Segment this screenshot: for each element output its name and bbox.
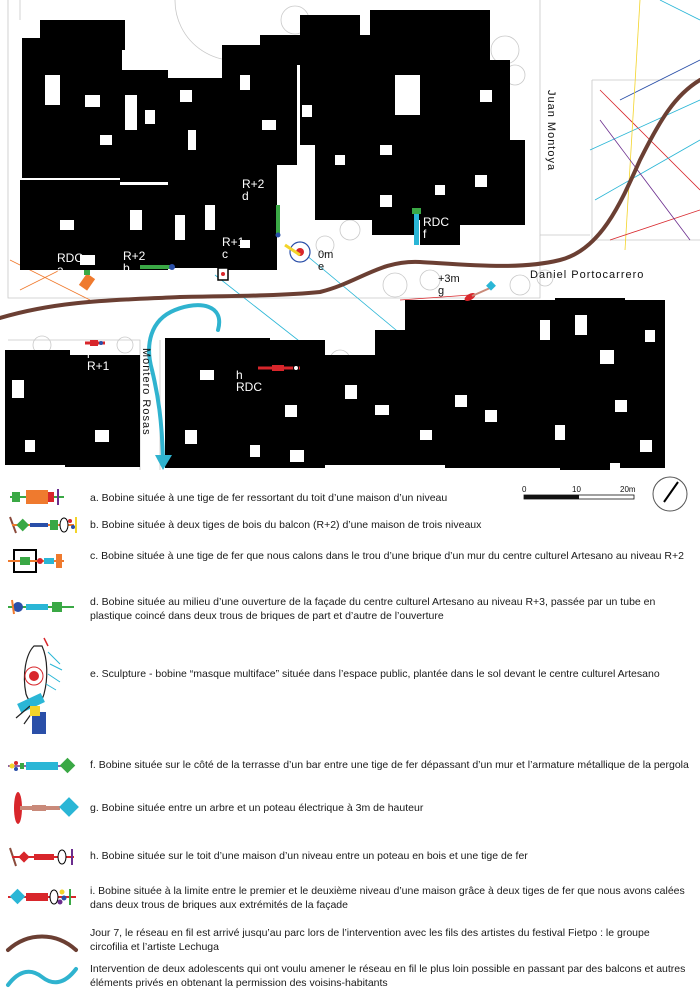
svg-text:20m: 20m (620, 485, 636, 494)
street-juan-montoya: Juan Montoya (545, 90, 557, 172)
svg-text:RDC: RDC (423, 215, 449, 229)
legend-text-b: b. Bobine située à deux tiges de bois du balcon (R+2) d’une maison de trois niveaux (90, 519, 482, 531)
legend-text-c: c. Bobine située à une tige de fer que nous calons dans le trou d’une brique d’un mur du centre culturel Artesano au niveau R+2 (90, 550, 684, 562)
svg-text:R+2: R+2 (242, 177, 265, 191)
street-montero-rosas: Montero Rosas (140, 348, 152, 436)
blue-line-icon (4, 963, 80, 991)
bobine-i-icon (4, 886, 80, 908)
svg-text:f: f (423, 227, 427, 241)
legend-row-a (0, 486, 700, 510)
bobine-f-icon (4, 756, 80, 776)
legend-text-blue: Intervention de deux adolescents qui ont voulu amener le réseau en fil le plus loin possible en passant par des balcons et autres éléments privés en obtenant la permission des voisins-habitants (90, 963, 686, 989)
legend-row-e (0, 634, 700, 744)
legend-row-i (0, 882, 700, 922)
street-daniel-portocarrero: Daniel Portocarrero (530, 269, 645, 281)
buildings-north (20, 10, 525, 270)
legend-text-f: f. Bobine située sur le côté de la terrasse d’un bar entre une tige de fer dépassant d’un mur et l’armature métallique de la pergola (90, 759, 689, 771)
bobine-d-icon (4, 596, 80, 618)
legend-row-h (0, 846, 700, 872)
brown-line-icon (4, 928, 80, 956)
bobine-a-icon (4, 486, 80, 508)
legend-text-a: a. Bobine située à une tige de fer ressortant du toit d’une maison d’un niveau (90, 492, 448, 504)
legend-text-d: d. Bobine située au milieu d’une ouverture de la façade du centre culturel Artesano au niveau R+3, passée par un tube en plastique coincé dans deux trous de briques de part et d’autre de l’ouverture (90, 596, 656, 622)
legend-text-i: i. Bobine située à la limite entre le premier et le deuxième niveau d’une maison grâce à deux tiges de fer que nous avons calées dans deux trous de briques aux extrémités de la façade (90, 885, 685, 911)
svg-text:R+1: R+1 (222, 235, 245, 249)
site-map (0, 0, 700, 475)
svg-text:RDC: RDC (57, 251, 83, 265)
svg-text:b: b (123, 261, 130, 275)
svg-text:+3m: +3m (438, 273, 460, 285)
legend-row-blue-intervention (0, 961, 700, 1001)
legend-row-d (0, 592, 700, 632)
svg-text:R+2: R+2 (123, 249, 146, 263)
legend-text-h: h. Bobine située sur le toit d’une maison d’un niveau entre un poteau en bois et une tige de fer (90, 850, 528, 862)
legend-row-brown-network (0, 924, 700, 964)
legend-row-b (0, 514, 700, 538)
svg-text:i: i (87, 347, 90, 361)
svg-text:R+1: R+1 (87, 359, 110, 373)
legend-row-c (0, 544, 700, 584)
bobine-h-icon (4, 846, 80, 868)
svg-text:d: d (242, 189, 249, 203)
legend-text-brown: Jour 7, le réseau en fil est arrivé jusqu’au parc lors de l’intervention avec les fils des artistes du festival Fietpo : le groupe circofilia et l’artiste Lechuga (90, 927, 650, 953)
bobine-g-icon (4, 790, 80, 826)
svg-text:e: e (318, 261, 325, 273)
legend-text-e: e. Sculpture - bobine “masque multiface” située dans l’espace public, plantée dans le sol devant le centre culturel Artesano (90, 668, 660, 680)
svg-text:0m: 0m (318, 249, 334, 261)
bobine-b-icon (4, 514, 80, 536)
legend-text-g: g. Bobine située entre un arbre et un poteau électrique à 3m de hauteur (90, 802, 424, 814)
svg-text:RDC: RDC (236, 380, 262, 394)
svg-text:g: g (438, 285, 445, 297)
legend-row-g (0, 790, 700, 830)
bobine-c-icon (4, 546, 80, 578)
svg-text:h: h (236, 368, 243, 382)
svg-text:a: a (57, 263, 64, 277)
svg-text:10: 10 (572, 485, 581, 494)
svg-text:0: 0 (522, 485, 527, 494)
bobine-e-sculpture-icon (4, 634, 80, 744)
svg-text:c: c (222, 247, 228, 261)
